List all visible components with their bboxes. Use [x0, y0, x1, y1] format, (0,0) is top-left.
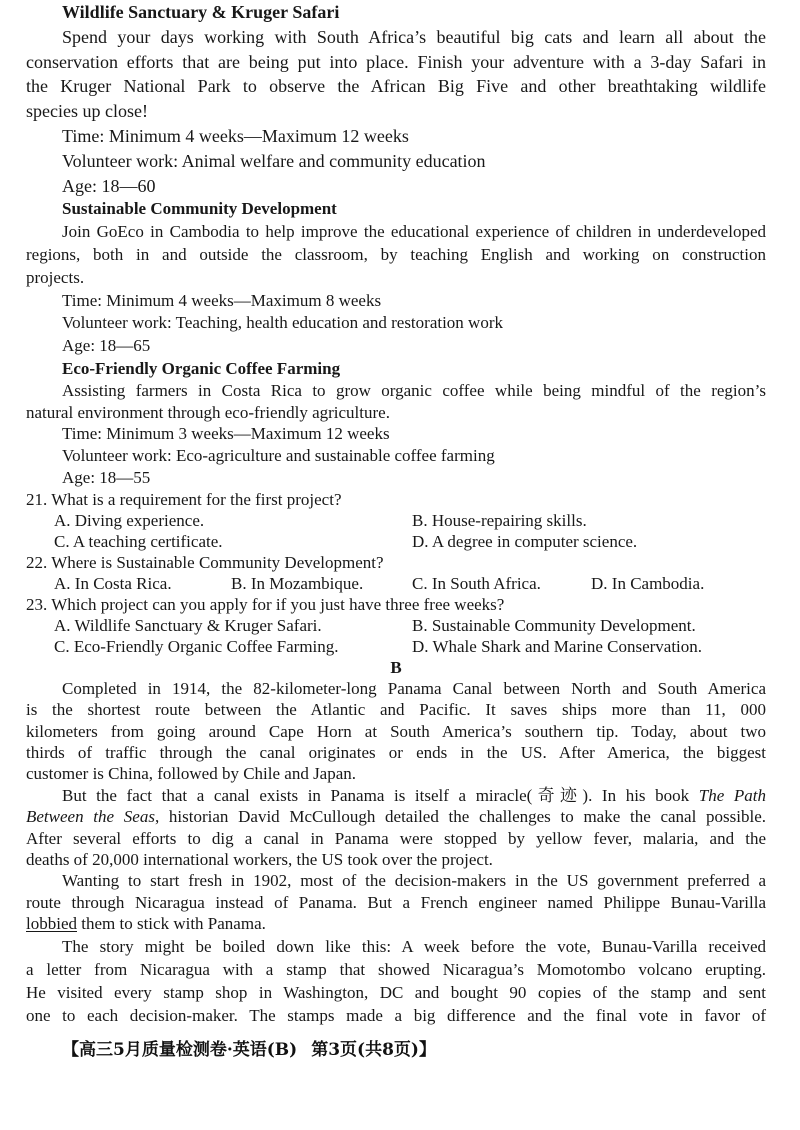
paragraph-line [26, 785, 766, 806]
paragraph-line: customer is China, followed by Chile and Japan. [26, 764, 357, 784]
question-23-options-row [26, 615, 766, 636]
questions [26, 489, 766, 678]
project-title: Eco-Friendly Organic Coffee Farming [62, 358, 341, 378]
paragraph [26, 870, 766, 934]
paragraph [26, 678, 766, 785]
paragraph-line: He visited every stamp shop in Washington, DC and bought 90 copies of the stamp and sent [26, 982, 766, 1002]
footer-exam-title: 【高三5月质量检测卷·英语(B) [62, 1040, 298, 1060]
question-22-options-row [26, 573, 766, 594]
question-23-option-a: A. Wildlife Sanctuary & Kruger Safari. [54, 615, 322, 635]
project-description-line: natural environment through eco-friendly agriculture. [26, 402, 390, 422]
question-21-options-row [26, 510, 766, 531]
question-22-option-c: C. In South Africa. [412, 573, 541, 593]
question-21-options-row [26, 531, 766, 552]
question-21-option-d: D. A degree in computer science. [412, 531, 638, 551]
question-21-option-b: B. House-repairing skills. [412, 510, 587, 530]
paragraph-line: deaths of 20,000 international workers, the US took over the project. [26, 849, 493, 869]
project-sustainable-community [26, 198, 766, 358]
paragraph-line: route through Nicaragua instead of Panama. But a French engineer named Philippe Bunau-Varilla [26, 892, 766, 912]
project-description-line: the Kruger National Park to observe the African Big Five and other breathtaking wildlife [26, 76, 766, 97]
project-description-line: Spend your days working with South Africa’s beautiful big cats and learn all about the [62, 26, 766, 47]
project-description-line: projects. [26, 267, 85, 287]
project-age: Age: 18—55 [62, 467, 151, 487]
project-volunteer-work: Volunteer work: Animal welfare and community education [62, 150, 486, 171]
question-21-stem: 21. What is a requirement for the first project? [26, 489, 342, 509]
section-heading-b: B [390, 657, 402, 677]
project-wildlife-sanctuary [26, 0, 766, 198]
question-23-option-b: B. Sustainable Community Development. [412, 615, 696, 635]
paragraph [26, 935, 766, 1027]
project-time: Time: Minimum 4 weeks—Maximum 8 weeks [62, 290, 382, 310]
paragraph-line: a letter from Nicaragua with a stamp that showed Nicaragua’s Momotombo volcano erupting. [26, 959, 766, 979]
project-time: Time: Minimum 4 weeks—Maximum 12 weeks [62, 125, 409, 146]
paragraph [26, 785, 766, 871]
project-volunteer-work: Volunteer work: Eco-agriculture and sustainable coffee farming [62, 446, 495, 466]
question-21-option-a: A. Diving experience. [54, 510, 205, 530]
project-description-line: Assisting farmers in Costa Rica to grow organic coffee while being mindful of the region’s [62, 380, 766, 400]
paragraph-line: is the shortest route between the Atlantic and Pacific. It saves ships more than 11, 000 [26, 700, 766, 720]
underlined-word: lobbied [26, 914, 77, 934]
paragraph-line [26, 913, 766, 934]
paragraph-line: The story might be boiled down like this: A week before the vote, Bunau-Varilla received [62, 936, 766, 956]
line-text: , historian David McCullough detailed the challenges to make the canal possible. [154, 807, 766, 827]
project-coffee-farming [26, 358, 766, 489]
question-22-stem: 22. Where is Sustainable Community Development? [26, 552, 384, 572]
project-description-line: species up close! [26, 101, 148, 122]
question-23-options-row [26, 636, 766, 657]
question-23-option-c: C. Eco-Friendly Organic Coffee Farming. [54, 636, 339, 656]
paragraph-line [26, 806, 766, 827]
project-volunteer-work: Volunteer work: Teaching, health education and restoration work [62, 313, 503, 333]
question-23-option-d: D. Whale Shark and Marine Conservation. [412, 636, 703, 656]
project-age: Age: 18—65 [62, 336, 151, 356]
book-title: The Path [698, 785, 766, 805]
paragraph-line: Wanting to start fresh in 1902, most of the decision-makers in the US government preferred a [62, 871, 766, 891]
project-description-line: Join GoEco in Cambodia to help improve the educational experience of children in underdeveloped [62, 222, 766, 242]
page-footer [62, 1038, 436, 1062]
project-title: Sustainable Community Development [62, 199, 337, 219]
question-23-stem: 23. Which project can you apply for if you just have three free weeks? [26, 594, 505, 614]
line-text: them to stick with Panama. [77, 914, 266, 934]
paragraph-line: Completed in 1914, the 82-kilometer-long Panama Canal between North and South America [62, 678, 766, 698]
exam-page [26, 0, 766, 1027]
question-21-option-c: C. A teaching certificate. [54, 531, 223, 551]
project-description-line: regions, both in and outside the classroom, by teaching English and working on construction [26, 244, 766, 264]
book-title: Between the Seas [26, 807, 155, 827]
project-age: Age: 18—60 [62, 175, 156, 196]
paragraph-line: thirds of traffic through the canal originates or ends in the US. After America, the biggest [26, 742, 766, 762]
paragraph-line: After several efforts to dig a canal in Panama were stopped by yellow fever, malaria, and the [26, 828, 766, 848]
question-22-option-b: B. In Mozambique. [231, 573, 364, 593]
project-time: Time: Minimum 3 weeks—Maximum 12 weeks [62, 424, 390, 444]
passage-b [26, 678, 766, 1027]
project-description-line: conservation efforts that are being put into place. Finish your adventure with a 3-day Safari in [26, 51, 766, 72]
question-22-option-d: D. In Cambodia. [591, 573, 705, 593]
paragraph-line: one to each decision-maker. The stamps made a big difference and the final vote in favor of [26, 1005, 766, 1025]
question-22-option-a: A. In Costa Rica. [54, 573, 172, 593]
paragraph-line: kilometers from going around Cape Horn at South America’s southern tip. Today, about two [26, 721, 766, 741]
line-text: But the fact that a canal exists in Panama is itself a miracle(奇迹). In his book [62, 785, 699, 805]
project-title: Wildlife Sanctuary & Kruger Safari [62, 2, 340, 22]
footer-page-number: 第3页(共8页)】 [311, 1040, 436, 1060]
